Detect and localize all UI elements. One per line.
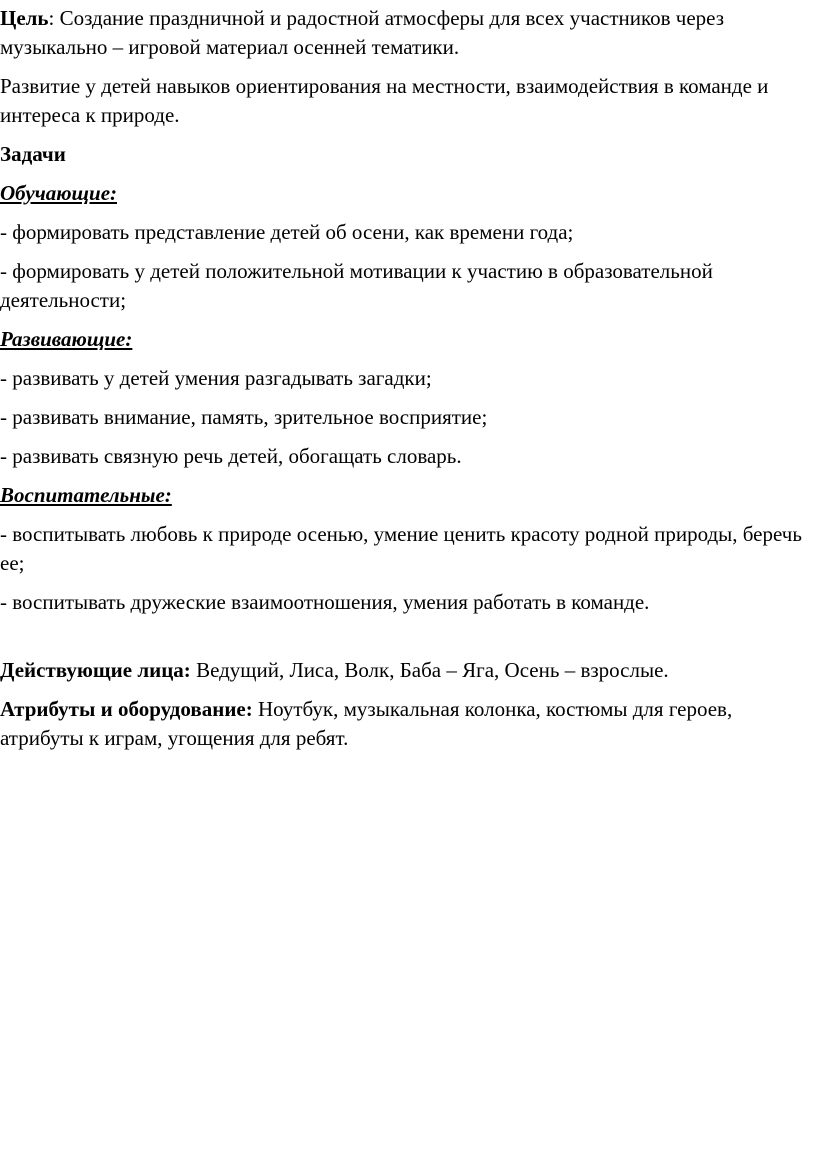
attributes-paragraph — [0, 695, 810, 753]
list-item: - формировать представление детей об осени, как времени года; — [0, 220, 574, 244]
list-item: - воспитывать дружеские взаимоотношения, умения работать в команде. — [0, 590, 650, 614]
blank-line — [0, 627, 810, 656]
tasks-heading: Задачи — [0, 142, 66, 166]
development-paragraph: Развитие у детей навыков ориентирования на местности, взаимодействия в команде и интереса к природе. — [0, 74, 769, 127]
goal-paragraph — [0, 4, 810, 62]
characters-label: Действующие лица: — [0, 658, 191, 682]
attributes-label: Атрибуты и оборудование: — [0, 697, 253, 721]
section-heading-educational: Воспитательные: — [0, 483, 172, 507]
section-heading-developing: Развивающие: — [0, 327, 133, 351]
characters-paragraph — [0, 656, 810, 685]
list-item: - развивать связную речь детей, обогащать словарь. — [0, 444, 462, 468]
goal-text: : Создание праздничной и радостной атмосферы для всех участников через музыкально – игровой материал осенней тематики. — [0, 6, 725, 59]
goal-label: Цель — [0, 6, 49, 30]
list-item: - формировать у детей положительной мотивации к участию в образовательной деятельности; — [0, 259, 713, 312]
characters-text: Ведущий, Лиса, Волк, Баба – Яга, Осень – взрослые. — [190, 658, 669, 682]
list-item: - развивать у детей умения разгадывать загадки; — [0, 366, 432, 390]
list-item: - развивать внимание, память, зрительное восприятие; — [0, 405, 488, 429]
list-item: - воспитывать любовь к природе осенью, умение ценить красоту родной природы, беречь ее; — [0, 522, 802, 575]
section-heading-teaching: Обучающие: — [0, 181, 118, 205]
attributes-text: Ноутбук, музыкальная колонка, костюмы для героев, атрибуты к играм, угощения для ребят. — [0, 697, 733, 750]
